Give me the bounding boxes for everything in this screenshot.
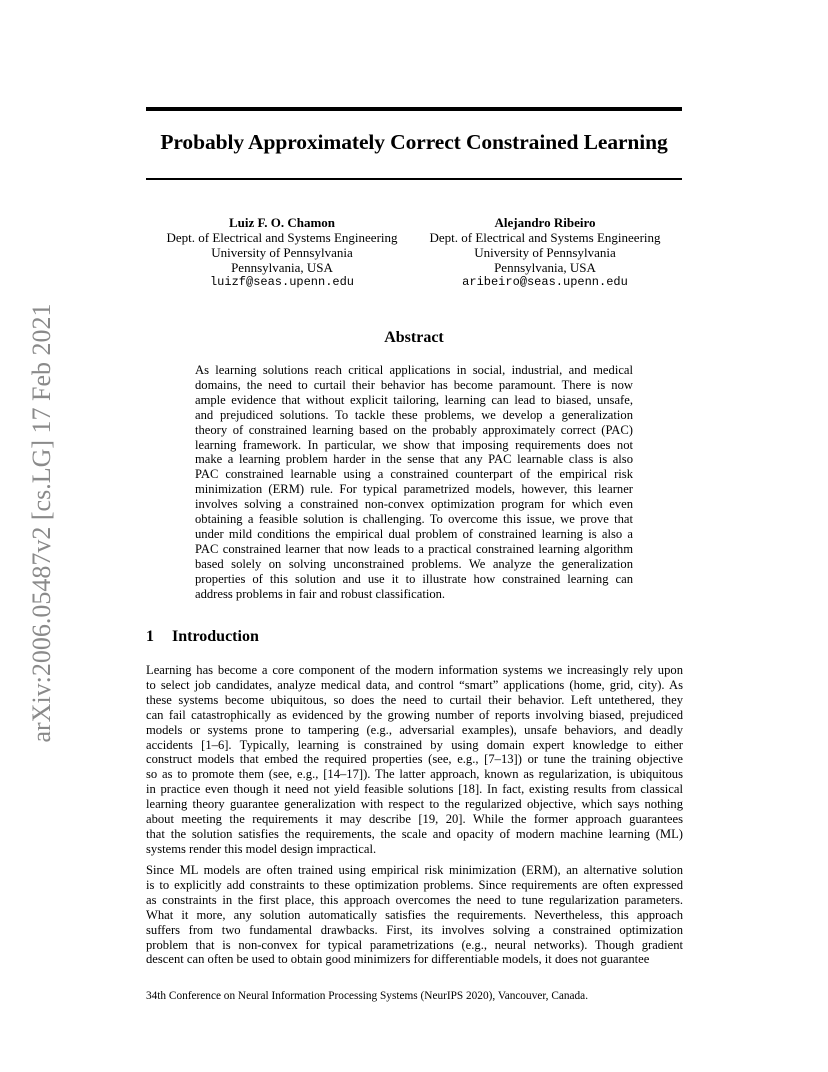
text-line: ample evidence that without explicit tailoring, learning can lead to biased, unsafe,	[195, 392, 633, 407]
author-university: University of Pennsylvania	[474, 245, 616, 260]
text-line: suffers from two fundamental drawbacks. First, its involves solving a constrained optimization	[146, 922, 683, 937]
section-heading	[146, 628, 259, 646]
text-line: PAC constrained learnable using a constrained counterpart of the empirical risk	[195, 467, 633, 482]
text-line: as constraints in the first place, this approach overcomes the need to tune regularization parameters.	[146, 892, 683, 907]
text-line: What it more, any solution automatically satisfies the requirements. Nevertheless, this approach	[146, 907, 683, 922]
text-line: learning theory guarantee generalization with respect to the regularized objective, which says nothing	[146, 797, 683, 812]
title-bottom-rule	[146, 178, 682, 180]
text-line: based solely on solving unconstrained problems. We analyze the generalization	[195, 556, 633, 571]
text-line: about meeting the requirements it may describe [19, 20]. While the former approach guarantees	[146, 812, 683, 827]
text-line: is to explicitly add constraints to these optimization problems. Since requirements are often expressed	[146, 877, 683, 892]
text-line: descent can often be used to obtain good minimizers for differentiable models, it does not guarantee	[146, 952, 650, 967]
author-name: Alejandro Ribeiro	[494, 215, 596, 230]
text-line: As learning solutions reach critical applications in social, industrial, and medical	[195, 363, 633, 377]
conference-footer: 34th Conference on Neural Information Processing Systems (NeurIPS 2020), Vancouver, Canada.	[146, 990, 589, 1002]
arxiv-id: arXiv:2006.05487v2 [cs.LG] 17 Feb 2021	[27, 303, 56, 743]
text-line: domains, the need to curtail their behavior has become paramount. There is now	[195, 377, 633, 392]
intro-paragraph-2	[146, 863, 683, 967]
text-line: minimization (ERM) rule. For typical parametrized models, however, this learner	[195, 482, 633, 497]
author-block	[420, 215, 670, 290]
text-line: involves solving a constrained non-convex optimization program for which even	[195, 497, 633, 512]
text-line: under mild conditions the empirical dual problem of constrained learning is also a	[195, 526, 633, 541]
text-line: obtaining a feasible solution is challenging. To overcome this issue, we prove that	[195, 512, 633, 527]
text-line: make a learning problem harder in the sense that any PAC learnable class is also	[195, 452, 633, 467]
text-line: problem that is non-convex for typical parametrizations (e.g., neural networks). Though gradient	[146, 937, 683, 952]
text-line: these systems become ubiquitous, so does the need to curtail their behavior. Left untethered, they	[146, 692, 683, 707]
author-email[interactable]: aribeiro@seas.upenn.edu	[462, 275, 628, 289]
text-line: in practice even though it need not yield feasible solutions [18]. In fact, existing results from classical	[146, 782, 683, 797]
author-block	[157, 215, 407, 290]
text-line: to select job candidates, analyze medical data, and control “smart” applications (home, grid, city). As	[146, 677, 683, 692]
text-line: that the solution satisfies the requirements, the scale and opacity of modern machine learning (ML)	[146, 826, 683, 841]
arxiv-watermark	[18, 288, 66, 758]
text-line: address problems in fair and robust classification.	[195, 586, 446, 601]
text-line: learning framework. In particular, we show that imposing requirements does not	[195, 437, 633, 452]
section-number: 1	[146, 628, 154, 645]
text-line: construct models that embed the required properties (see, e.g., [7–13]) or tune the training objective	[146, 752, 683, 767]
text-line: accidents [1–6]. Typically, learning is constrained by using domain expert knowledge to either	[146, 737, 683, 752]
author-dept: Dept. of Electrical and Systems Engineering	[429, 230, 661, 245]
paper-title: Probably Approximately Correct Constrained Learning	[160, 130, 668, 154]
abstract-text	[195, 363, 633, 602]
author-name: Luiz F. O. Chamon	[228, 215, 336, 230]
author-dept: Dept. of Electrical and Systems Engineering	[166, 230, 398, 245]
author-location: Pennsylvania, USA	[231, 260, 333, 275]
abstract-heading: Abstract	[384, 329, 444, 346]
text-line: PAC constrained learner that now leads to a practical constrained learning algorithm	[195, 541, 633, 556]
author-university: University of Pennsylvania	[211, 245, 353, 260]
text-line: and prejudiced solutions. To tackle these problems, we develop a generalization	[195, 407, 633, 422]
text-line: models or systems prone to tampering (e.g., adversarial examples), unsafe behaviors, and deadly	[146, 722, 683, 737]
author-location: Pennsylvania, USA	[494, 260, 596, 275]
text-line: so as to promote them (see, e.g., [14–17]). The latter approach, known as regularization, is ubiquitous	[146, 767, 683, 782]
text-line: theory of constrained learning based on the probably approximately correct (PAC)	[195, 422, 633, 437]
section-title: Introduction	[172, 628, 259, 645]
author-email[interactable]: luizf@seas.upenn.edu	[209, 275, 355, 289]
text-line: Since ML models are often trained using empirical risk minimization (ERM), an alternative solution	[146, 863, 683, 877]
text-line: properties of this solution and use it to illustrate how constrained learning can	[195, 571, 633, 586]
intro-paragraph-1	[146, 663, 683, 857]
text-line: can fail catastrophically as evidenced by the growing number of reports involving biased, prejudiced	[146, 707, 683, 722]
text-line: systems render this model design impractical.	[146, 841, 377, 856]
text-line: Learning has become a core component of the modern information systems we increasingly rely upon	[146, 663, 683, 677]
title-top-rule	[146, 107, 682, 111]
